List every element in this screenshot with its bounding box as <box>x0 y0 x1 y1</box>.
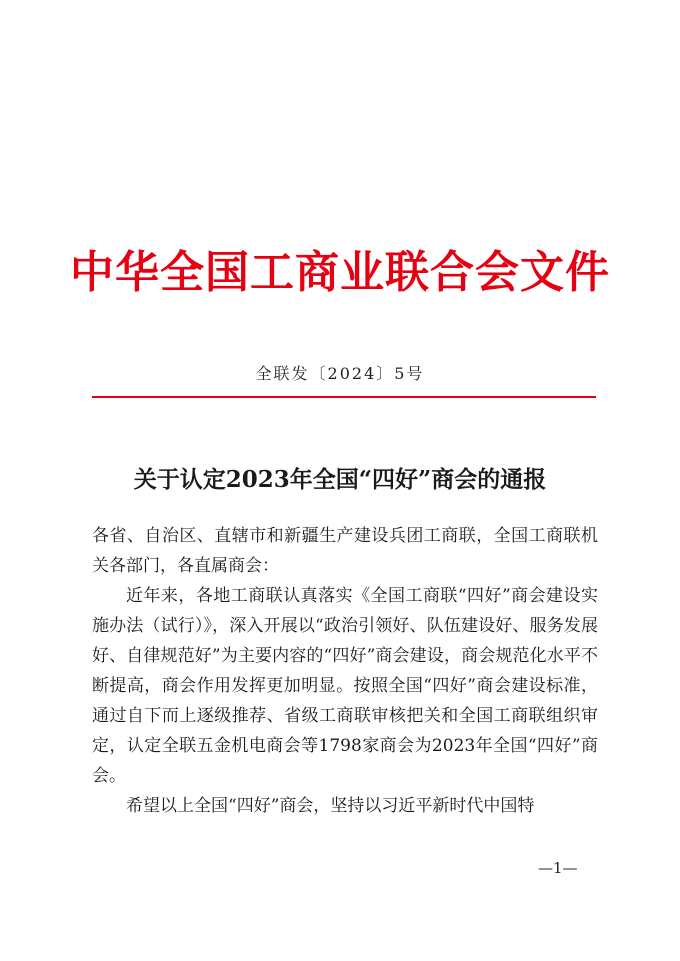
red-separator-line <box>92 396 596 398</box>
salutation: 各省、自治区、直辖市和新疆生产建设兵团工商联，全国工商联机关各部门，各直属商会： <box>92 526 598 576</box>
body-paragraph: 近年来，各地工商联认真落实《全国工商联“四好”商会建设实施办法（试行）》，深入开展以“政治引领好、队伍建设好、服务发展好、自律规范好”为主要内容的“四好”商会建设，商会规范化水平不断提高，商会作用发挥更加明显。按照全国“四好”商会建设标准，通过自下而上逐级推荐、省级工商联审核把关和全国工商联组织审定，认定全联五金机电商会等1798家商会为2023年全国“四好”商会。 <box>92 586 598 786</box>
body-paragraph: 希望以上全国“四好”商会，坚持以习近平新时代中国特 <box>126 796 535 816</box>
page-number: —1— <box>538 859 578 877</box>
issuing-organization-header: 中华全国工商业联合会文件 <box>70 247 610 298</box>
document-number: 全联发〔2024〕5号 <box>255 364 425 383</box>
document-body <box>92 521 598 821</box>
document-title: 关于认定2023年全国“四好”商会的通报 <box>133 466 547 493</box>
